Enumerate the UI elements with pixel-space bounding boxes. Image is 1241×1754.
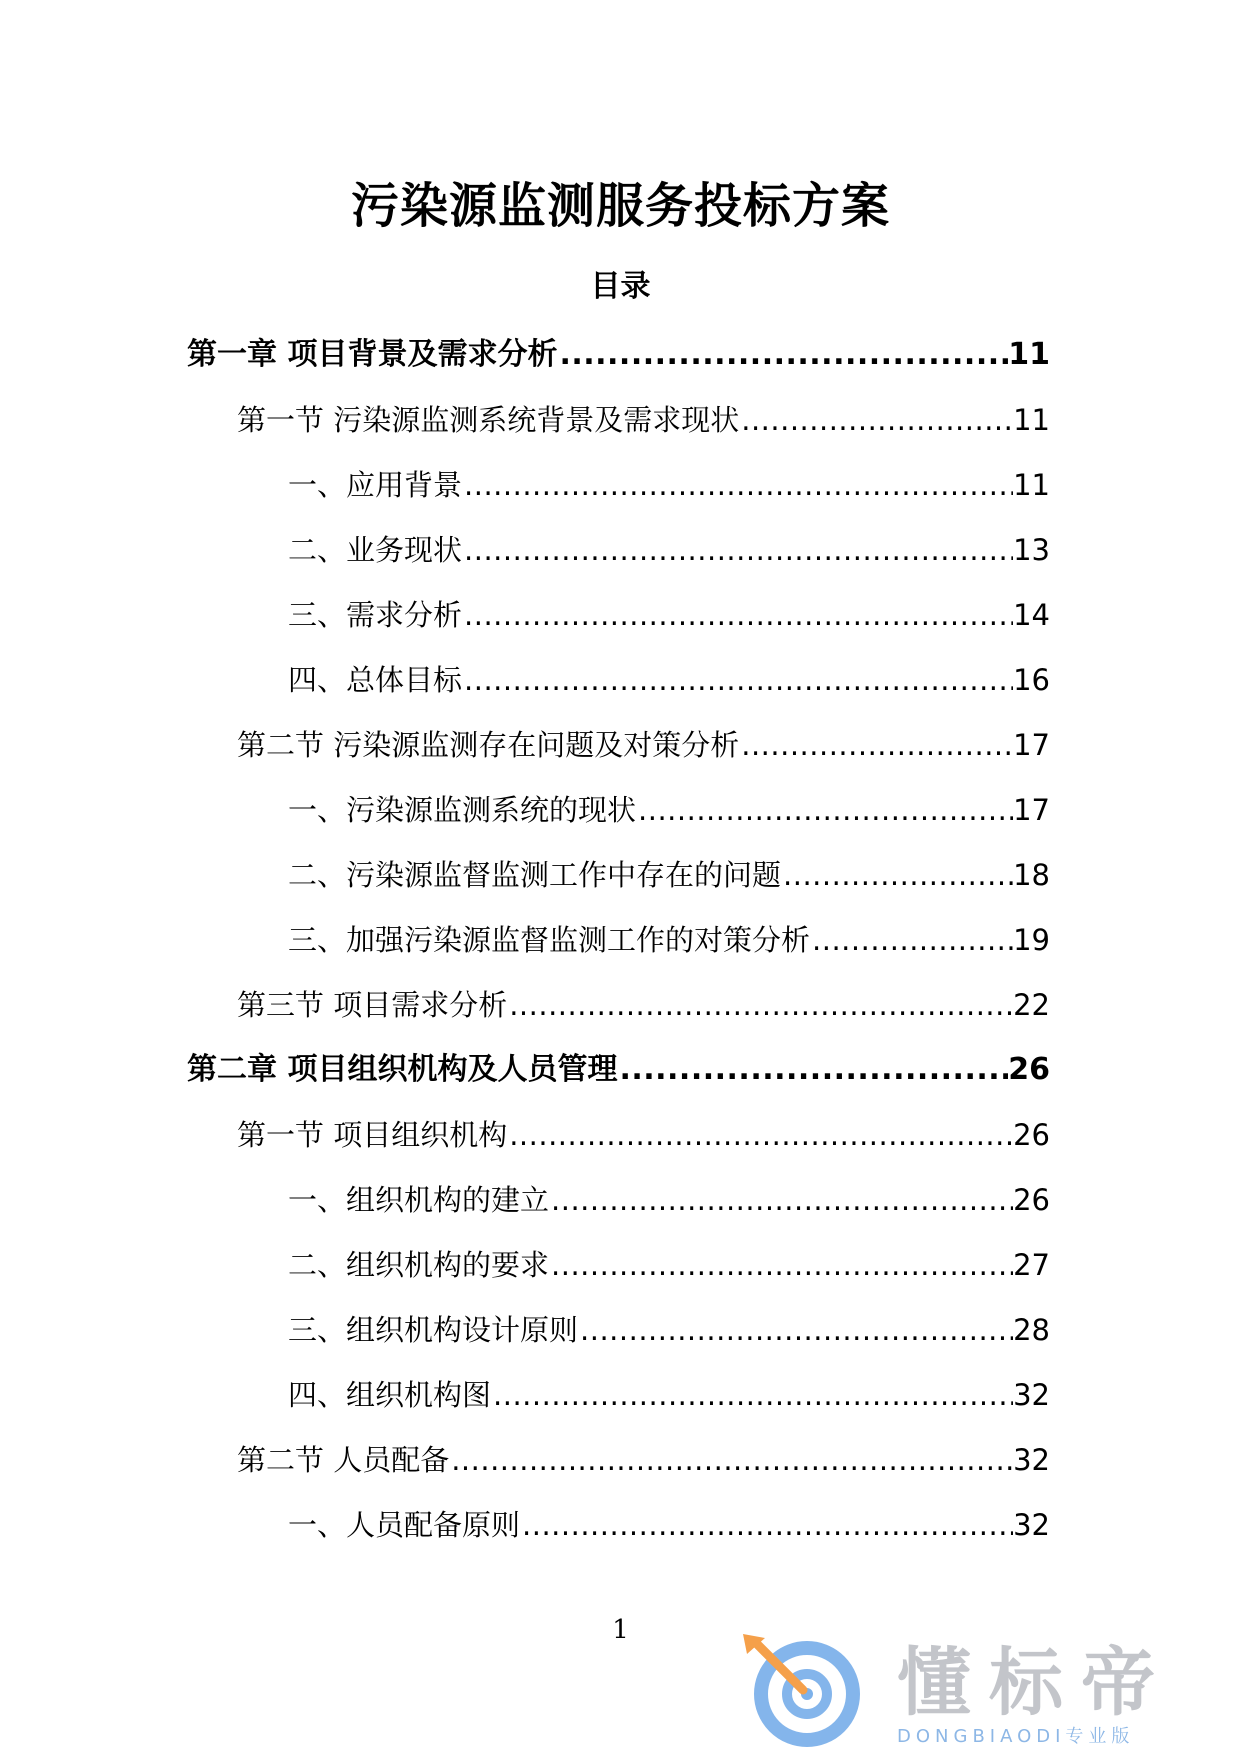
toc-leader-dots [507,1115,1013,1155]
toc-entry-page: 27 [1013,1247,1050,1282]
toc-entry-page: 18 [1013,857,1050,892]
table-of-contents [0,322,1241,1557]
toc-entry-label: 第三节 项目需求分析 [237,987,508,1022]
toc-entry-page: 26 [1008,1051,1050,1087]
toc-leader-dots [739,725,1013,765]
toc-entry[interactable] [288,777,1050,842]
toc-entry-label: 第二节 污染源监测存在问题及对策分析 [237,727,740,762]
toc-entry[interactable] [288,1297,1050,1362]
toc-entry-page: 19 [1013,922,1050,957]
toc-entry-page: 14 [1013,597,1050,632]
toc-entry-page: 26 [1013,1117,1050,1152]
toc-heading: 目录 [590,269,651,304]
toc-leader-dots [491,1375,1013,1415]
toc-entry-page: 17 [1013,792,1050,827]
toc-entry[interactable] [237,972,1050,1037]
toc-entry[interactable] [237,712,1050,777]
toc-entry[interactable] [288,842,1050,907]
toc-entry-label: 第一节 项目组织机构 [237,1117,508,1152]
toc-leader-dots [507,985,1013,1025]
toc-leader-dots [578,1310,1013,1350]
brand-watermark [735,1628,1235,1750]
toc-leader-dots [810,920,1013,960]
toc-leader-dots [617,1050,1008,1090]
toc-entry[interactable] [187,1037,1050,1102]
brand-subtitle: DONGBIAODI专业版 [897,1726,1135,1747]
toc-entry-label: 第一章 项目背景及需求分析 [187,336,558,372]
toc-entry-page: 11 [1008,336,1050,372]
toc-entry[interactable] [237,1427,1050,1492]
toc-leader-dots [449,1440,1013,1480]
toc-entry[interactable] [288,907,1050,972]
toc-entry[interactable] [288,1362,1050,1427]
toc-entry-label: 二、组织机构的要求 [288,1247,550,1282]
toc-entry-page: 22 [1013,987,1050,1022]
page-number: 1 [612,1615,629,1645]
toc-leader-dots [462,595,1013,635]
toc-leader-dots [549,1245,1013,1285]
toc-entry-label: 第一节 污染源监测系统背景及需求现状 [237,402,740,437]
toc-entry-page: 32 [1013,1442,1050,1477]
toc-entry-page: 13 [1013,532,1050,567]
toc-entry-label: 一、人员配备原则 [288,1507,521,1542]
toc-leader-dots [549,1180,1013,1220]
toc-entry-page: 26 [1013,1182,1050,1217]
toc-entry-page: 16 [1013,662,1050,697]
toc-entry-label: 二、污染源监督监测工作中存在的问题 [288,857,782,892]
toc-entry-label: 三、需求分析 [288,597,463,632]
toc-entry[interactable] [288,1232,1050,1297]
toc-entry-label: 第二节 人员配备 [237,1442,450,1477]
toc-entry-label: 第二章 项目组织机构及人员管理 [187,1051,618,1087]
toc-entry[interactable] [237,387,1050,452]
toc-entry[interactable] [187,322,1050,387]
toc-entry[interactable] [288,647,1050,712]
toc-entry-page: 17 [1013,727,1050,762]
toc-entry-label: 一、应用背景 [288,467,463,502]
toc-leader-dots [636,790,1013,830]
toc-leader-dots [462,465,1013,505]
toc-entry-label: 一、组织机构的建立 [288,1182,550,1217]
toc-entry-label: 三、加强污染源监督监测工作的对策分析 [288,922,811,957]
toc-leader-dots [781,855,1013,895]
toc-entry-page: 32 [1013,1507,1050,1542]
document-title: 污染源监测服务投标方案 [350,178,890,234]
toc-leader-dots [462,530,1013,570]
brand-name: 懂标帝 [897,1640,1173,1726]
toc-entry[interactable] [288,1492,1050,1557]
toc-entry-page: 28 [1013,1312,1050,1347]
toc-entry-label: 二、业务现状 [288,532,463,567]
toc-entry-label: 三、组织机构设计原则 [288,1312,579,1347]
toc-leader-dots [520,1505,1013,1545]
toc-leader-dots [557,335,1008,375]
toc-entry[interactable] [288,1167,1050,1232]
toc-entry-label: 四、总体目标 [288,662,463,697]
toc-entry-page: 11 [1013,402,1050,437]
toc-entry-label: 四、组织机构图 [288,1377,492,1412]
toc-entry-label: 一、污染源监测系统的现状 [288,792,637,827]
toc-entry-page: 11 [1013,467,1050,502]
toc-entry[interactable] [288,582,1050,647]
toc-leader-dots [739,400,1013,440]
toc-entry[interactable] [288,452,1050,517]
toc-entry[interactable] [288,517,1050,582]
toc-leader-dots [462,660,1013,700]
toc-entry[interactable] [237,1102,1050,1167]
target-arrow-icon [735,1628,875,1750]
toc-entry-page: 32 [1013,1377,1050,1412]
